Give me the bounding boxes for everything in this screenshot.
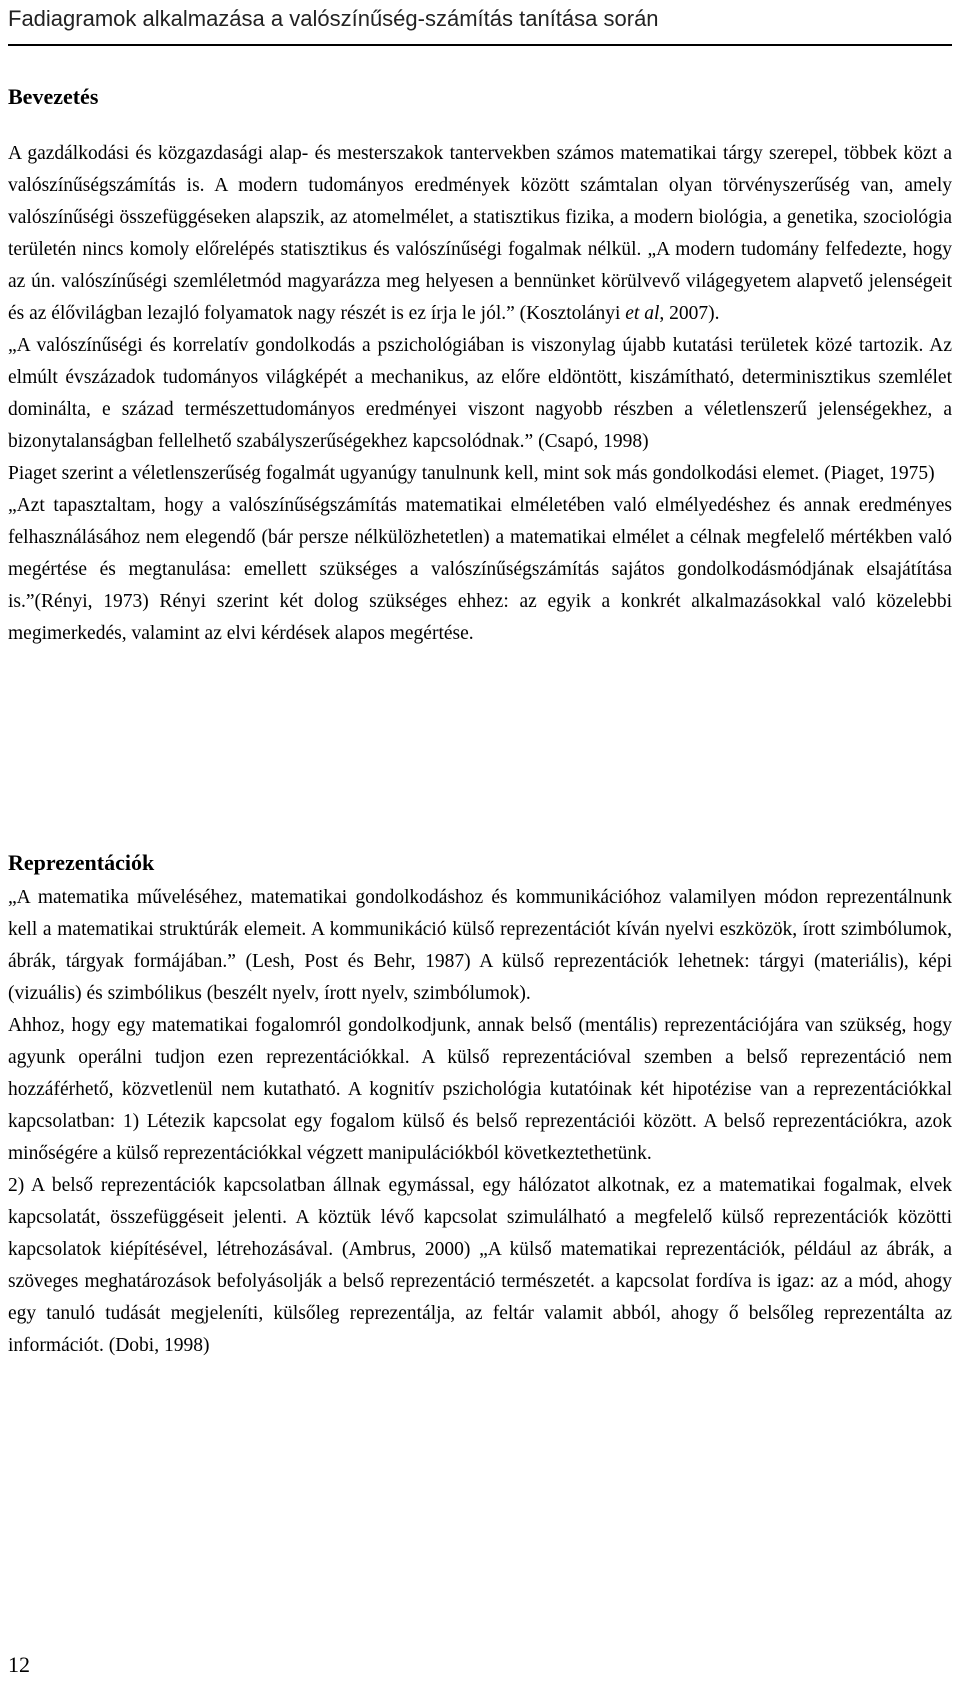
- page-number: 12: [8, 1652, 30, 1677]
- paragraph: [8, 138, 952, 330]
- paragraph: „Azt tapasztaltam, hogy a valószínűségszámítás matematikai elméletében való elmélyedéshez és annak eredményes felhasználásához nem elegendő (bár persze nélkülözhetetlen) a matematikai elmélet a célnak megfelelő mértékben való megértése és megtanulása: emellett szükséges a valószínűségszámítás sajátos gondolkodásmódjának elsajátítása is.”(Rényi, 1973) Rényi szerint két dolog szükséges ehhez: az egyik a konkrét alkalmazásokkal való közelebbi megimerkedés, valamint az elvi kérdések alapos megértése.: [8, 495, 952, 644]
- header-rule: [8, 44, 952, 46]
- running-header: Fadiagramok alkalmazása a valószínűség-számítás tanítása során: [8, 6, 659, 31]
- section-body-reprezentaciok: [8, 882, 952, 1362]
- paragraph: „A valószínűségi és korrelatív gondolkodás a pszichológiában is viszonylag újabb kutatási területek közé tartozik. Az elmúlt évszázadok tudományos világképét a mechanikus, az előre eldöntött, kiszámítható, determinisztikus szemlélet dominálta, e század természettudományos eredményei viszont nagyobb részben a véletlenszerű jelenségekhez, a bizonytalanságban fellelhető szabályszerűségekhez kapcsolódnak.” (Csapó, 1998): [8, 335, 952, 452]
- paragraph: „A matematika műveléséhez, matematikai gondolkodáshoz és kommunikációhoz valamilyen módon reprezentálnunk kell a matematikai struktúrák elemeit. A kommunikáció külső reprezentációt kíván nyelvi eszközök, írott szimbólumok, ábrák, tárgyak formájában.” (Lesh, Post és Behr, 1987) A külső reprezentációk lehetnek: tárgyi (materiális), képi (vizuális) és szimbólikus (beszélt nyelv, írott nyelv, szimbólumok).: [8, 887, 952, 1004]
- paragraph: Piaget szerint a véletlenszerűség fogalmát ugyanúgy tanulnunk kell, mint sok más gondolkodási elemet. (Piaget, 1975): [8, 463, 935, 484]
- paragraph: 2) A belső reprezentációk kapcsolatban állnak egymással, egy hálózatot alkotnak, ez a matematikai fogalmak, elvek kapcsolatát, összefüggéseit jelenti. A köztük lévő kapcsolat szimulálható a megfelelő külső reprezentációk közötti kapcsolatok kiépítésével, létrehozásával. (Ambrus, 2000) „A külső matematikai reprezentációk, például az ábrák, a szöveges meghatározások befolyásolják a belső reprezentáció természetét. a kapcsolat fordíva is igaz: az a mód, ahogy egy tanuló tudását megjeleníti, külsőleg reprezentálja, az feltár valamit abból, ahogy ő belsőleg reprezentálta az információt. (Dobi, 1998): [8, 1175, 952, 1356]
- citation-italic: et al: [625, 303, 660, 324]
- paragraph: Ahhoz, hogy egy matematikai fogalomról gondolkodjunk, annak belső (mentális) reprezentációjára van szükség, hogy agyunk operálni tudjon ezen reprezentációkkal. A külső reprezentációval szemben a belső reprezentáció nem hozzáférhető, közvetlenül nem kutatható. A kognitív pszichológia kutatóinak két hipotézise van a reprezentációkkal kapcsolatban: 1) Létezik kapcsolat egy fogalom külső és belső reprezentációi között. A belső reprezentációkra, azok minőségére a külső reprezentációkkal végzett manipulációkból következtethetünk.: [8, 1015, 952, 1164]
- section-heading-bevezetes: Bevezetés: [8, 84, 99, 109]
- section-heading-reprezentaciok: Reprezentációk: [8, 850, 155, 875]
- paragraph-text: , 2007).: [659, 303, 720, 324]
- section-body-bevezetes: [8, 138, 952, 650]
- paragraph-text: A gazdálkodási és közgazdasági alap- és mesterszakok tantervekben számos matematikai tárgy szerepel, többek közt a valószínűségszámítás is. A modern tudományos eredmények között számtalan olyan törvényszerűség van, amely valószínűségi összefüggéseken alapszik, az atomelmélet, a statisztikus fizika, a modern biológia, a genetika, szociológia területén nincs komoly előrelépés statisztikus és valószínűségi fogalmak nélkül. „A modern tudomány felfedezte, hogy az ún. valószínűségi szemléletmód magyarázza meg helyesen a bennünket körülvevő világegyetem alapvető jelenségeit és az élővilágban lezajló folyamatok nagy részét is ez írja le jól.” (Kosztolányi: [8, 143, 952, 324]
